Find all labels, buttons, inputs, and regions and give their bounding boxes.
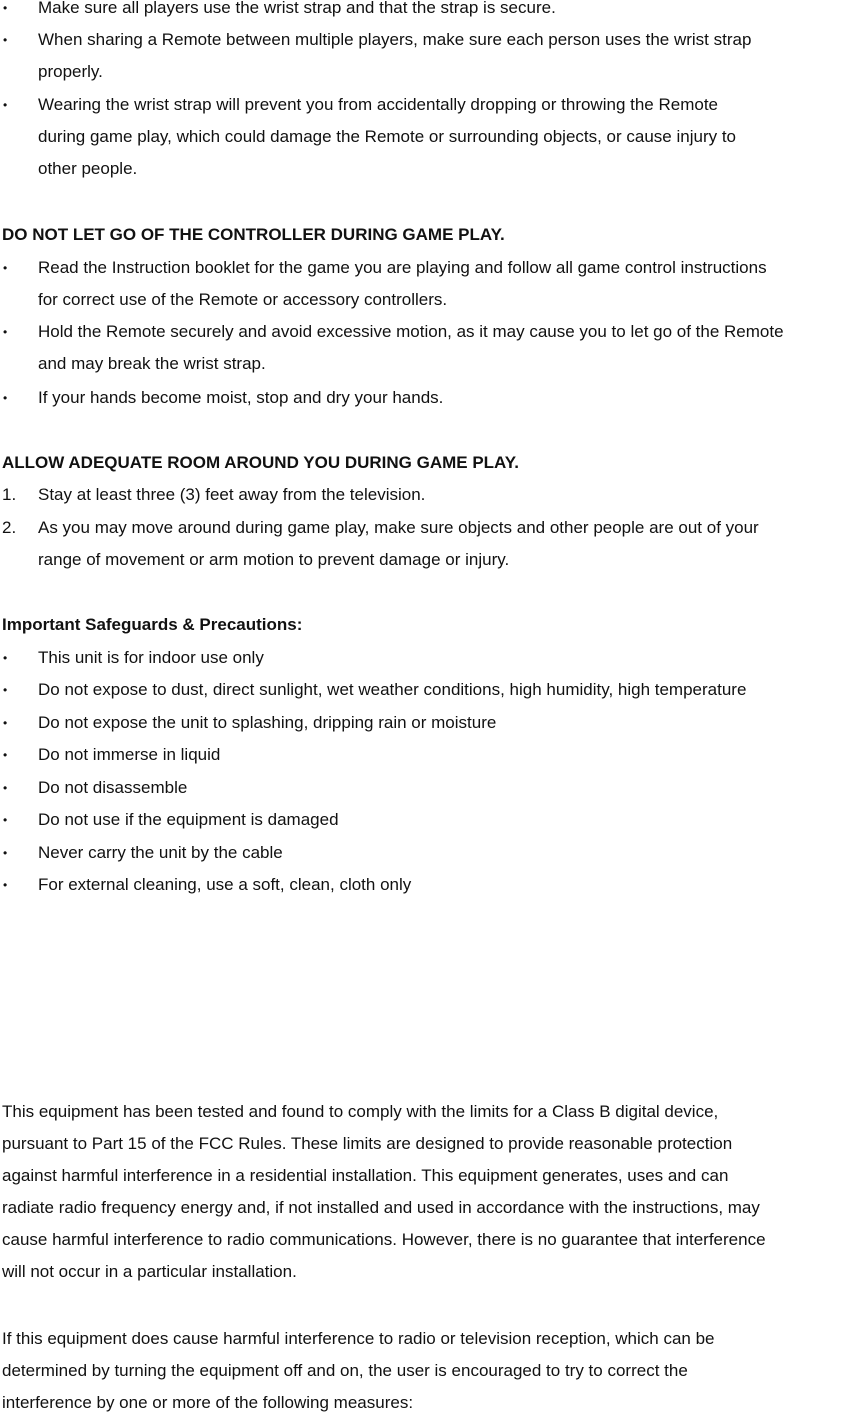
list-item-text: Do not use if the equipment is damaged: [38, 810, 339, 829]
paragraph-line: pursuant to Part 15 of the FCC Rules. These limits are designed to provide reasonable protection: [2, 1134, 733, 1153]
list-item-text: Read the Instruction booklet for the game you are playing and follow all game control instructions: [38, 258, 767, 277]
bullet-marker: •: [3, 1, 8, 15]
bullet-marker: •: [3, 651, 8, 665]
bullet-marker: •: [3, 683, 8, 697]
paragraph-line: cause harmful interference to radio communications. However, there is no guarantee that interference: [2, 1230, 766, 1249]
list-item-text: As you may move around during game play, make sure objects and other people are out of your: [38, 518, 759, 537]
list-item-text: If your hands become moist, stop and dry your hands.: [38, 388, 444, 407]
paragraph-line: determined by turning the equipment off and on, the user is encouraged to try to correct the: [2, 1361, 688, 1380]
list-item-text: When sharing a Remote between multiple players, make sure each person uses the wrist strap: [38, 30, 752, 49]
list-item-text: Wearing the wrist strap will prevent you from accidentally dropping or throwing the Remote: [38, 95, 718, 114]
list-number: 1.: [2, 485, 17, 504]
list-item-text: properly.: [38, 62, 103, 81]
bullet-marker: •: [3, 846, 8, 860]
bullet-marker: •: [3, 261, 8, 275]
list-item-text: Do not expose the unit to splashing, dripping rain or moisture: [38, 713, 497, 732]
fcc-paragraph: [2, 1323, 864, 1419]
bullet-marker: •: [3, 716, 8, 730]
paragraph-line: interference by one or more of the following measures:: [2, 1393, 414, 1412]
list-item-text: range of movement or arm motion to prevent damage or injury.: [38, 550, 510, 569]
list-item-text: during game play, which could damage the Remote or surrounding objects, or cause injury to: [38, 127, 737, 146]
fcc-paragraph: [2, 1096, 864, 1288]
bullet-marker: •: [3, 98, 8, 112]
section-heading: ALLOW ADEQUATE ROOM AROUND YOU DURING GAME PLAY.: [2, 453, 519, 472]
list-item-text: Hold the Remote securely and avoid excessive motion, as it may cause you to let go of the Remote: [38, 322, 784, 341]
list-item-text: Stay at least three (3) feet away from the television.: [38, 485, 426, 504]
list-item-text: Make sure all players use the wrist strap and that the strap is secure.: [38, 0, 556, 17]
list-item-text: for correct use of the Remote or accessory controllers.: [38, 290, 448, 309]
list-item-text: For external cleaning, use a soft, clean, cloth only: [38, 875, 412, 894]
bullet-marker: •: [3, 748, 8, 762]
list-item-text: Do not expose to dust, direct sunlight, wet weather conditions, high humidity, high temperature: [38, 680, 747, 699]
bullet-marker: •: [3, 325, 8, 339]
list-number: 2.: [2, 518, 17, 537]
section-heading: DO NOT LET GO OF THE CONTROLLER DURING GAME PLAY.: [2, 225, 505, 244]
bullet-marker: •: [3, 878, 8, 892]
list-item-text: Do not disassemble: [38, 778, 188, 797]
list-item-text: Do not immerse in liquid: [38, 745, 221, 764]
paragraph-line: against harmful interference in a residential installation. This equipment generates, uses and can: [2, 1166, 729, 1185]
bullet-marker: •: [3, 391, 8, 405]
paragraph-line: This equipment has been tested and found to comply with the limits for a Class B digital device,: [2, 1102, 719, 1121]
paragraph-line: will not occur in a particular installation.: [2, 1262, 297, 1281]
list-item-text: Never carry the unit by the cable: [38, 843, 283, 862]
bullet-marker: •: [3, 33, 8, 47]
section-heading: Important Safeguards & Precautions:: [2, 615, 303, 634]
paragraph-line: radiate radio frequency energy and, if not installed and used in accordance with the instructions, may: [2, 1198, 760, 1217]
paragraph-line: If this equipment does cause harmful interference to radio or television reception, which can be: [2, 1329, 715, 1348]
list-item-text: and may break the wrist strap.: [38, 354, 266, 373]
bullet-marker: •: [3, 781, 8, 795]
list-item-text: other people.: [38, 159, 138, 178]
list-item-text: This unit is for indoor use only: [38, 648, 264, 667]
bullet-marker: •: [3, 813, 8, 827]
